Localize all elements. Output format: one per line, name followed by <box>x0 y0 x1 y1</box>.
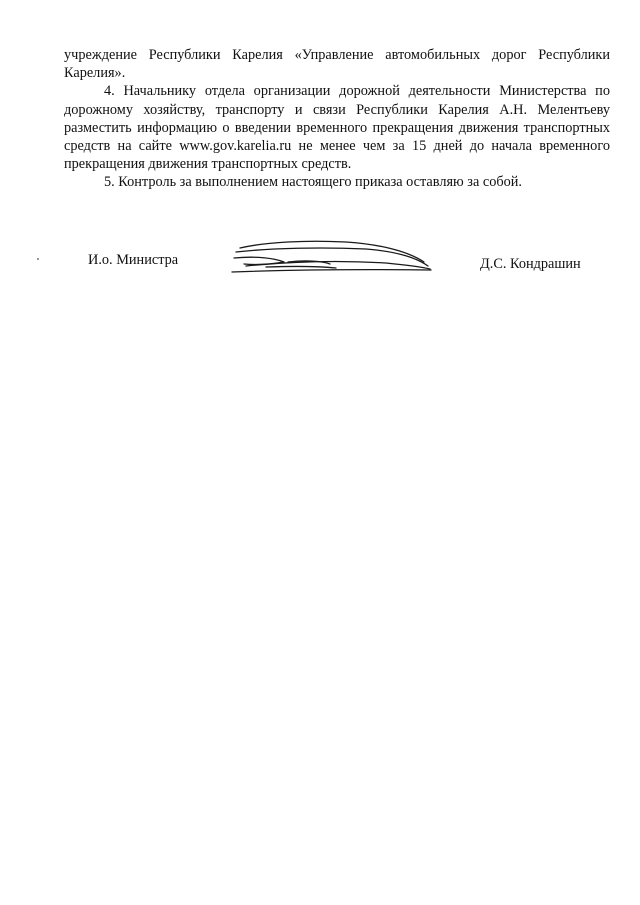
paragraph-continuation: учреждение Республики Карелия «Управление автомобильных дорог Республики Карелия». <box>64 47 610 82</box>
signatory-title: И.о. Министра <box>88 252 179 268</box>
signatory-name: Д.С. Кондрашин <box>480 256 581 272</box>
paragraph-item-5: 5. Контроль за выполнением настоящего приказа оставляю за собой. <box>104 174 523 191</box>
paragraph-item-4: 4. Начальнику отдела организации дорожной деятельности Министерства по дорожному хозяйству, транспорту и связи Республики Карелия А.Н. Мелентьеву разместить информацию о введении временного прекращения движения транспортных средств на сайте www.gov.karelia.ru не менее чем за 15 дней до начала временного прекращения движения транспортных средств. <box>64 83 610 173</box>
document-body <box>64 46 610 192</box>
handwritten-signature <box>226 236 436 282</box>
